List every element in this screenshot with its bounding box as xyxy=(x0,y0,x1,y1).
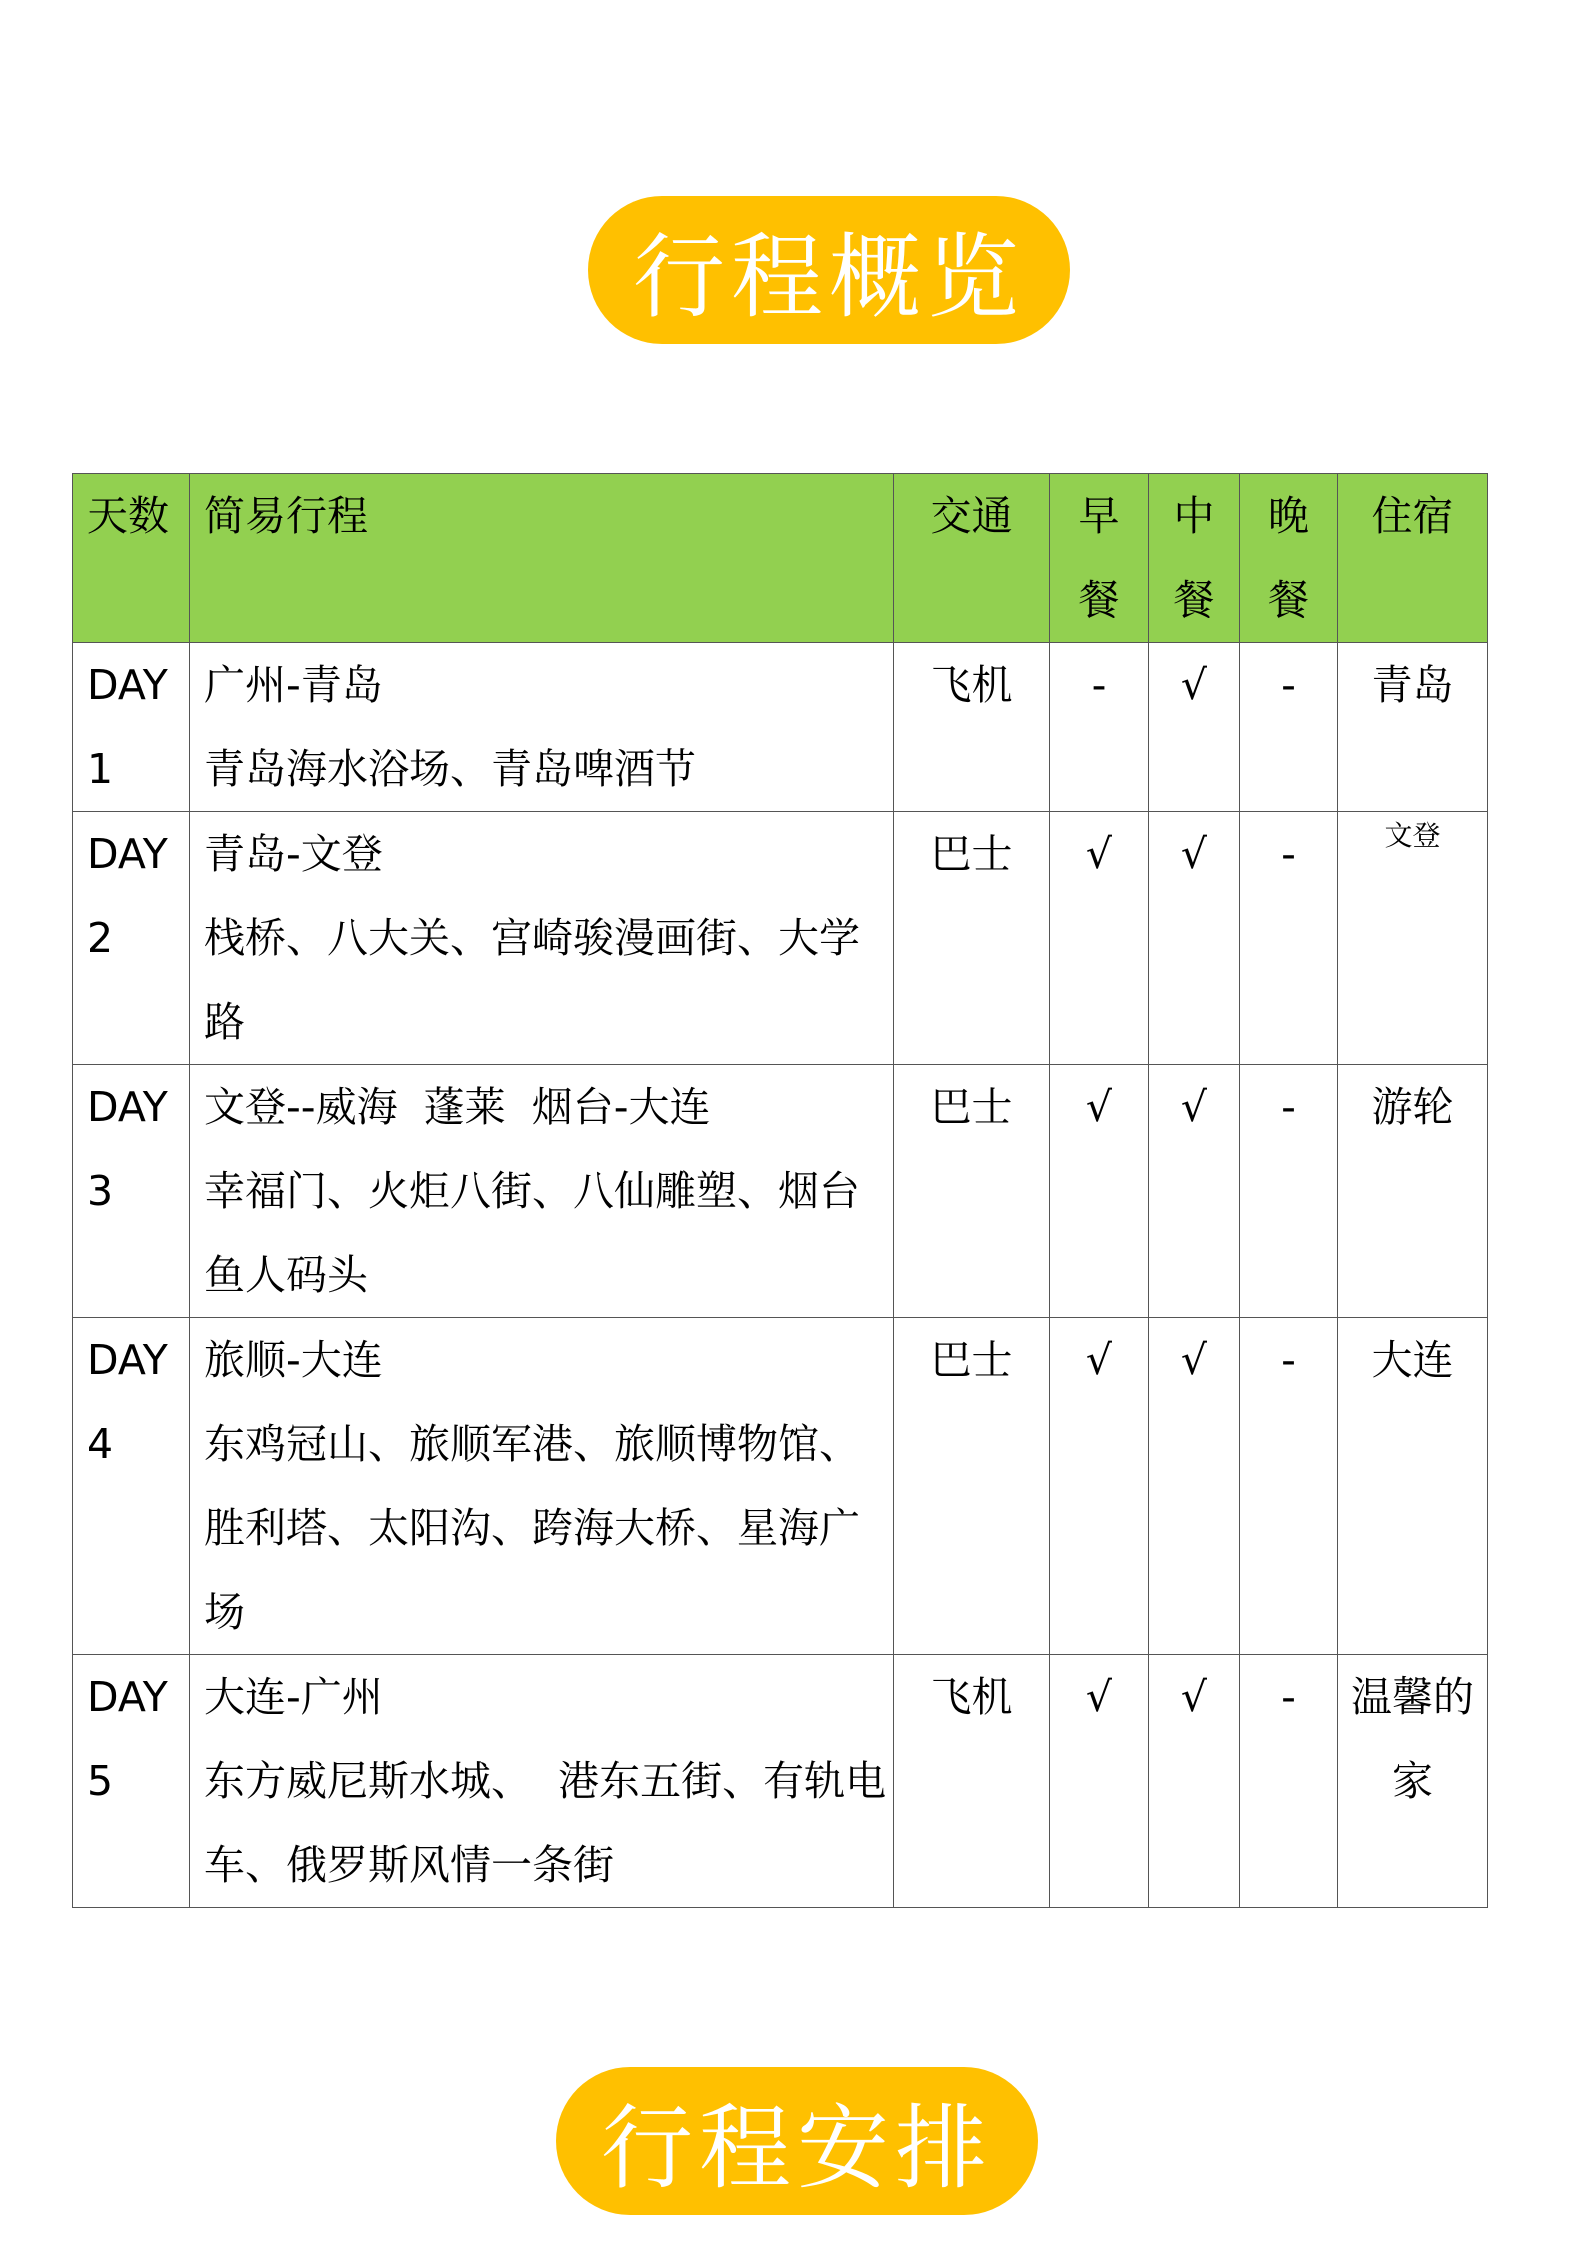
breakfast-cell: √ xyxy=(1050,1655,1149,1908)
route-title: 大连-广州 xyxy=(204,1673,383,1721)
transport-cell: 飞机 xyxy=(894,1655,1050,1908)
lunch-cell: √ xyxy=(1149,1065,1240,1318)
breakfast-cell: √ xyxy=(1050,812,1149,1065)
route-title: 青岛-文登 xyxy=(204,830,383,878)
header-route: 简易行程 xyxy=(190,474,894,643)
hotel-cell: 文登 xyxy=(1338,812,1488,1065)
hotel-cell: 大连 xyxy=(1338,1318,1488,1655)
route-sights: 东鸡冠山、旅顺军港、旅顺博物馆、胜利塔、太阳沟、跨海大桥、星海广场 xyxy=(204,1420,860,1636)
transport-cell: 巴士 xyxy=(894,1318,1050,1655)
hotel-cell: 温馨的家 xyxy=(1338,1655,1488,1908)
route-sights: 青岛海水浴场、青岛啤酒节 xyxy=(204,745,696,793)
route-title: 广州-青岛 xyxy=(204,661,383,709)
table-row xyxy=(73,1655,1488,1908)
day-cell: DAY2 xyxy=(73,812,190,1065)
route-title: 旅顺-大连 xyxy=(204,1336,383,1384)
header-breakfast: 早餐 xyxy=(1050,474,1149,643)
breakfast-cell: √ xyxy=(1050,1318,1149,1655)
breakfast-cell: √ xyxy=(1050,1065,1149,1318)
dinner-cell: - xyxy=(1240,1655,1338,1908)
transport-cell: 飞机 xyxy=(894,643,1050,812)
route-cell xyxy=(190,812,894,1065)
lunch-cell: √ xyxy=(1149,1318,1240,1655)
lunch-cell: √ xyxy=(1149,643,1240,812)
table-header-row xyxy=(73,474,1488,643)
dinner-cell: - xyxy=(1240,643,1338,812)
header-lunch: 中餐 xyxy=(1149,474,1240,643)
breakfast-cell: - xyxy=(1050,643,1149,812)
dinner-cell: - xyxy=(1240,1065,1338,1318)
schedule-heading: 行程安排 xyxy=(556,2067,1038,2215)
overview-heading: 行程概览 xyxy=(588,196,1070,344)
transport-cell: 巴士 xyxy=(894,812,1050,1065)
route-sights: 栈桥、八大关、宫崎骏漫画街、大学路 xyxy=(204,914,860,1046)
day-cell: DAY3 xyxy=(73,1065,190,1318)
dinner-cell: - xyxy=(1240,1318,1338,1655)
header-hotel: 住宿 xyxy=(1338,474,1488,643)
route-sights: 东方威尼斯水城、 港东五街、有轨电车、俄罗斯风情一条街 xyxy=(204,1757,887,1889)
route-cell xyxy=(190,1318,894,1655)
lunch-cell: √ xyxy=(1149,812,1240,1065)
table-row xyxy=(73,1318,1488,1655)
header-day: 天数 xyxy=(73,474,190,643)
day-cell: DAY4 xyxy=(73,1318,190,1655)
lunch-cell: √ xyxy=(1149,1655,1240,1908)
table-row xyxy=(73,1065,1488,1318)
hotel-cell: 青岛 xyxy=(1338,643,1488,812)
route-cell xyxy=(190,1065,894,1318)
header-dinner: 晚餐 xyxy=(1240,474,1338,643)
header-transport: 交通 xyxy=(894,474,1050,643)
transport-cell: 巴士 xyxy=(894,1065,1050,1318)
table-row xyxy=(73,643,1488,812)
itinerary-table xyxy=(72,473,1488,1908)
day-cell: DAY5 xyxy=(73,1655,190,1908)
hotel-cell: 游轮 xyxy=(1338,1065,1488,1318)
table-row xyxy=(73,812,1488,1065)
route-cell xyxy=(190,1655,894,1908)
route-cell xyxy=(190,643,894,812)
dinner-cell: - xyxy=(1240,812,1338,1065)
day-cell: DAY1 xyxy=(73,643,190,812)
route-title: 文登--威海 蓬莱 烟台-大连 xyxy=(204,1083,711,1131)
route-sights: 幸福门、火炬八街、八仙雕塑、烟台鱼人码头 xyxy=(204,1167,860,1299)
